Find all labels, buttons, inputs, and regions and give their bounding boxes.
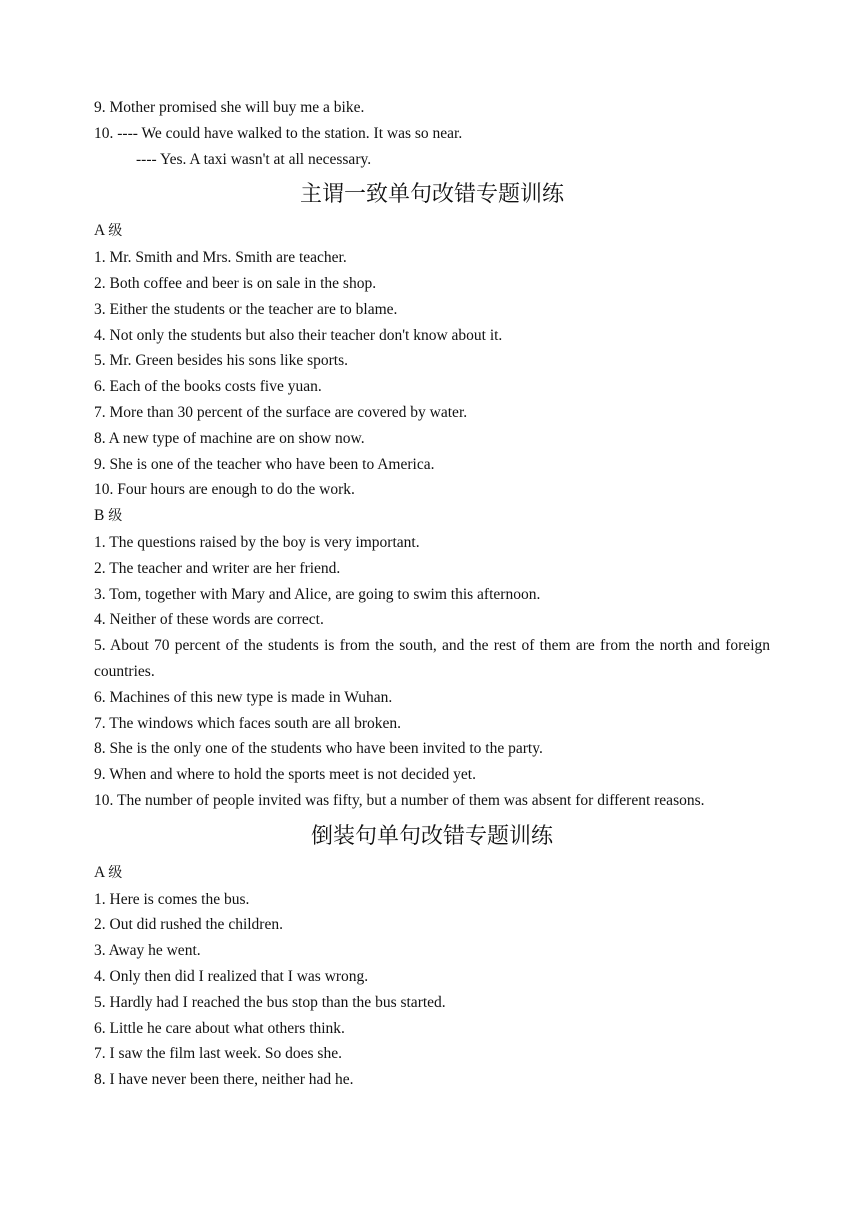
exercise-item: 4. Not only the students but also their teacher don't know about it. — [94, 326, 503, 344]
level-letter: A — [94, 863, 105, 881]
section-title-inversion: 倒装句单句改错专题训练 — [310, 823, 553, 849]
exercise-item: 8. I have never been there, neither had he. — [94, 1071, 354, 1089]
exercise-item: 6. Machines of this new type is made in Wuhan. — [94, 688, 393, 706]
exercise-item: 4. Neither of these words are correct. — [94, 611, 324, 629]
exercise-item: 7. The windows which faces south are all broken. — [94, 714, 402, 732]
exercise-item: 3. Either the students or the teacher are to blame. — [94, 300, 398, 318]
level-label — [94, 218, 770, 245]
exercise-item: 3. Away he went. — [94, 942, 201, 960]
exercise-item: 2. Both coffee and beer is on sale in the shop. — [94, 274, 377, 292]
exercise-item: 7. More than 30 percent of the surface are covered by water. — [94, 403, 468, 421]
exercise-item: 1. Here is comes the bus. — [94, 890, 250, 908]
exercise-item: 7. I saw the film last week. So does she. — [94, 1045, 342, 1063]
exercise-item: 8. She is the only one of the students who have been invited to the party. — [94, 740, 543, 758]
exercise-item: 8. A new type of machine are on show now. — [94, 429, 365, 447]
level-suffix: 级 — [108, 223, 123, 240]
exercise-item: 9. She is one of the teacher who have been to America. — [94, 455, 435, 473]
document-content — [94, 95, 770, 1093]
level-label — [94, 860, 770, 887]
level-letter: B — [94, 507, 105, 525]
exercise-item: 5. Mr. Green besides his sons like sports. — [94, 352, 349, 370]
level-suffix: 级 — [108, 508, 123, 525]
level-letter: A — [94, 222, 105, 240]
intro-line: 10. ---- We could have walked to the station. It was so near. — [94, 124, 463, 142]
exercise-item: 10. Four hours are enough to do the work. — [94, 481, 355, 499]
exercise-item: 4. Only then did I realized that I was wrong. — [94, 967, 369, 985]
exercise-item: 5. Hardly had I reached the bus stop than the bus started. — [94, 993, 446, 1011]
exercise-item: 6. Each of the books costs five yuan. — [94, 378, 322, 396]
exercise-item: 2. The teacher and writer are her friend. — [94, 559, 341, 577]
exercise-item: 5. About 70 percent of the students is from the south, and the rest of them are from the north and foreign countries. — [94, 637, 770, 680]
exercise-item: 3. Tom, together with Mary and Alice, are going to swim this afternoon. — [94, 585, 541, 603]
exercise-item: 1. Mr. Smith and Mrs. Smith are teacher. — [94, 249, 347, 267]
exercise-item: 2. Out did rushed the children. — [94, 916, 283, 934]
section-title-subject-verb-agreement: 主谓一致单句改错专题训练 — [299, 182, 564, 208]
exercise-item: 9. When and where to hold the sports meet is not decided yet. — [94, 766, 476, 784]
intro-line: ---- Yes. A taxi wasn't at all necessary. — [136, 150, 372, 168]
exercise-item: 1. The questions raised by the boy is very important. — [94, 533, 420, 551]
exercise-item: 6. Little he care about what others think. — [94, 1019, 345, 1037]
exercise-item: 10. The number of people invited was fifty, but a number of them was absent for different reasons. — [94, 791, 705, 809]
level-suffix: 级 — [108, 864, 123, 881]
intro-line: 9. Mother promised she will buy me a bike. — [94, 99, 365, 116]
level-label — [94, 503, 770, 530]
